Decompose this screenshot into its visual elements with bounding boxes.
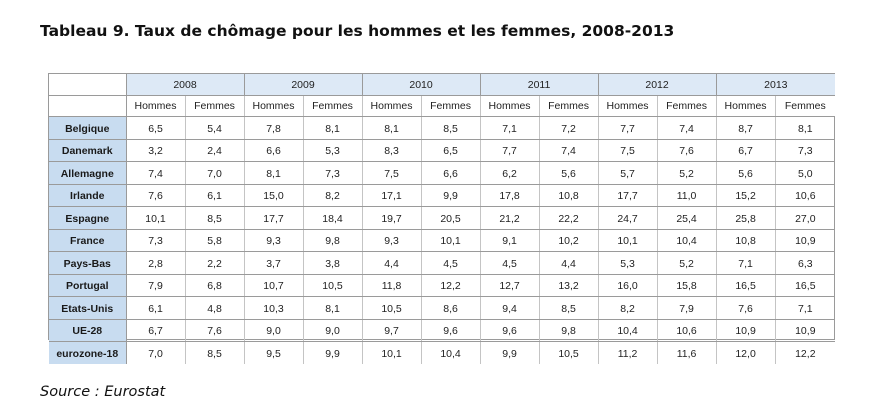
- rate-cell: 7,0: [126, 342, 185, 364]
- rate-cell: 6,6: [244, 139, 303, 162]
- gender-header: Hommes: [244, 96, 303, 117]
- rate-cell: 10,7: [244, 274, 303, 297]
- rate-cell: 10,1: [362, 342, 421, 364]
- rate-cell: 6,7: [126, 319, 185, 342]
- country-label: Allemagne: [49, 162, 126, 185]
- gender-header: Hommes: [598, 96, 657, 117]
- rate-cell: 6,5: [126, 117, 185, 140]
- table-row: [49, 229, 835, 252]
- rate-cell: 8,1: [775, 117, 835, 140]
- rate-cell: 7,1: [480, 117, 539, 140]
- rate-cell: 8,2: [303, 184, 362, 207]
- rate-cell: 6,6: [421, 162, 480, 185]
- rate-cell: 5,7: [598, 162, 657, 185]
- rate-cell: 9,8: [303, 229, 362, 252]
- rate-cell: 12,2: [795, 347, 816, 360]
- table-row: [49, 117, 835, 140]
- country-label: Espagne: [49, 207, 126, 230]
- rate-cell: 6,5: [421, 139, 480, 162]
- rate-cell: 17,7: [244, 207, 303, 230]
- rate-cell: 8,5: [421, 117, 480, 140]
- rate-cell: 5,2: [657, 252, 716, 275]
- table-row: [49, 342, 835, 364]
- rate-cell: 16,5: [775, 274, 835, 297]
- gender-header: Hommes: [126, 96, 185, 117]
- gender-header: Hommes: [716, 96, 775, 117]
- rate-cell: 11,8: [362, 274, 421, 297]
- table-row: [49, 207, 835, 230]
- rate-cell: 20,5: [421, 207, 480, 230]
- rate-cell: 7,0: [185, 162, 244, 185]
- rate-cell: 10,6: [657, 319, 716, 342]
- rate-cell: 8,1: [303, 117, 362, 140]
- unemployment-table: [48, 73, 835, 360]
- rate-cell: 5,3: [598, 252, 657, 275]
- country-label: Portugal: [49, 274, 126, 297]
- rate-cell: 8,5: [539, 297, 598, 320]
- rate-cell: 7,6: [716, 297, 775, 320]
- rate-cell: 11,0: [657, 184, 716, 207]
- rate-cell: 10,1: [126, 207, 185, 230]
- rate-cell: 8,2: [598, 297, 657, 320]
- year-header: 2013: [716, 74, 835, 96]
- rate-cell: 15,2: [716, 184, 775, 207]
- rate-cell: 5,0: [775, 162, 835, 185]
- rate-cell: 10,4: [657, 229, 716, 252]
- rate-cell: 7,1: [716, 252, 775, 275]
- rate-cell: 8,1: [362, 117, 421, 140]
- rate-cell: 9,4: [480, 297, 539, 320]
- rate-cell: 13,2: [539, 274, 598, 297]
- rate-cell: 12,0: [716, 342, 775, 364]
- rate-cell: 7,3: [303, 162, 362, 185]
- rate-cell: 7,7: [598, 117, 657, 140]
- rate-cell: 10,6: [775, 184, 835, 207]
- rate-cell: 8,6: [421, 297, 480, 320]
- rate-cell: 6,8: [185, 274, 244, 297]
- rate-cell: 16,0: [598, 274, 657, 297]
- country-label: Etats-Unis: [49, 297, 126, 320]
- rate-cell: 17,1: [362, 184, 421, 207]
- rate-cell: 10,1: [598, 229, 657, 252]
- rate-cell: 7,7: [480, 139, 539, 162]
- year-header-row: [49, 74, 835, 96]
- rate-cell: 7,6: [126, 184, 185, 207]
- gender-header: Femmes: [421, 96, 480, 117]
- rate-cell: 9,1: [480, 229, 539, 252]
- rate-cell: 9,7: [362, 319, 421, 342]
- rate-cell: 7,9: [126, 274, 185, 297]
- table-row: [49, 319, 835, 342]
- rate-cell: 15,0: [244, 184, 303, 207]
- rate-cell: 7,5: [598, 139, 657, 162]
- rate-cell: 9,9: [303, 342, 362, 364]
- rate-cell: 3,8: [303, 252, 362, 275]
- country-label: Irlande: [49, 184, 126, 207]
- rate-cell: 22,2: [539, 207, 598, 230]
- rate-cell: 9,3: [362, 229, 421, 252]
- rate-cell: 2,2: [185, 252, 244, 275]
- rate-cell: 4,4: [539, 252, 598, 275]
- country-label: eurozone-18: [49, 342, 126, 364]
- rate-cell: 9,6: [421, 319, 480, 342]
- rate-cell: 10,4: [598, 319, 657, 342]
- table-row: [49, 297, 835, 320]
- rate-cell: 7,6: [185, 319, 244, 342]
- source-note: Source : Eurostat: [40, 384, 166, 400]
- rate-cell: 5,4: [185, 117, 244, 140]
- rate-cell: 9,6: [480, 319, 539, 342]
- rate-cell: 5,3: [303, 139, 362, 162]
- table-row: [49, 139, 835, 162]
- rate-cell: 24,7: [598, 207, 657, 230]
- rate-cell: 9,5: [244, 342, 303, 364]
- rate-cell: 6,1: [185, 184, 244, 207]
- rate-cell: 19,7: [362, 207, 421, 230]
- rate-cell: 5,6: [539, 162, 598, 185]
- gender-header: Femmes: [657, 96, 716, 117]
- table-row: [49, 252, 835, 275]
- table-title: Tableau 9. Taux de chômage pour les hommes et les femmes, 2008-2013: [40, 22, 675, 40]
- gender-header: Femmes: [303, 96, 362, 117]
- rate-cell: 25,4: [657, 207, 716, 230]
- rate-cell: 12,7: [480, 274, 539, 297]
- rate-cell: 9,3: [244, 229, 303, 252]
- year-header: 2008: [126, 74, 244, 96]
- rate-cell: 7,2: [539, 117, 598, 140]
- gender-header: Femmes: [775, 96, 835, 117]
- rate-cell: 3,7: [244, 252, 303, 275]
- rate-cell: 6,1: [126, 297, 185, 320]
- rate-cell: 7,4: [657, 117, 716, 140]
- gender-header: Femmes: [539, 96, 598, 117]
- rate-cell: 7,1: [775, 297, 835, 320]
- rate-cell: 8,5: [185, 207, 244, 230]
- rate-cell: 17,8: [480, 184, 539, 207]
- rate-cell: 10,9: [716, 319, 775, 342]
- rate-cell: 7,3: [775, 139, 835, 162]
- year-header: 2011: [480, 74, 598, 96]
- rate-cell: 9,8: [539, 319, 598, 342]
- rate-cell: 4,4: [362, 252, 421, 275]
- rate-cell: 7,3: [126, 229, 185, 252]
- rate-cell: 9,0: [303, 319, 362, 342]
- rate-cell: 10,5: [539, 342, 598, 364]
- rate-cell: 25,8: [716, 207, 775, 230]
- rate-cell: 16,5: [716, 274, 775, 297]
- rate-cell: 4,5: [480, 252, 539, 275]
- rate-cell: 9,9: [480, 342, 539, 364]
- rate-cell: 10,5: [362, 297, 421, 320]
- country-label: Belgique: [49, 117, 126, 140]
- rate-cell: 6,2: [480, 162, 539, 185]
- rate-cell: 7,6: [657, 139, 716, 162]
- rate-cell: 4,5: [421, 252, 480, 275]
- gender-header: Femmes: [185, 96, 244, 117]
- rate-cell: 10,1: [421, 229, 480, 252]
- table-row: [49, 184, 835, 207]
- country-label: Danemark: [49, 139, 126, 162]
- rate-cell: 2,4: [185, 139, 244, 162]
- rate-cell: 11,2: [598, 342, 657, 364]
- rate-cell: 8,1: [244, 162, 303, 185]
- rate-cell: 8,1: [303, 297, 362, 320]
- table-row: [49, 162, 835, 185]
- corner-cell: [49, 74, 126, 96]
- rate-cell: 27,0: [775, 207, 835, 230]
- country-label: France: [49, 229, 126, 252]
- rate-cell: 10,8: [716, 229, 775, 252]
- rate-cell: 18,4: [303, 207, 362, 230]
- rate-cell: 2,8: [126, 252, 185, 275]
- rate-cell: 7,5: [362, 162, 421, 185]
- rate-cell: 21,2: [480, 207, 539, 230]
- rate-cell: 7,4: [126, 162, 185, 185]
- country-label: UE-28: [49, 319, 126, 342]
- rate-cell: 11,6: [657, 342, 716, 364]
- rate-cell: 10,5: [303, 274, 362, 297]
- rate-cell: 17,7: [598, 184, 657, 207]
- rate-cell: 10,9: [775, 229, 835, 252]
- rate-cell: 12,2: [421, 274, 480, 297]
- rate-cell: 10,9: [775, 319, 835, 342]
- year-header: 2012: [598, 74, 716, 96]
- rate-cell: 7,8: [244, 117, 303, 140]
- rate-cell: 10,2: [539, 229, 598, 252]
- rate-cell: 10,8: [539, 184, 598, 207]
- gender-header: Hommes: [362, 96, 421, 117]
- rate-cell: 8,5: [185, 342, 244, 364]
- rate-cell: 10,4: [421, 342, 480, 364]
- country-label: Pays-Bas: [49, 252, 126, 275]
- rate-cell: 3,2: [126, 139, 185, 162]
- rate-cell: 9,0: [244, 319, 303, 342]
- gender-header-row: [49, 96, 835, 117]
- rate-cell: 8,7: [716, 117, 775, 140]
- rate-cell: 5,8: [185, 229, 244, 252]
- corner-cell: [49, 96, 126, 117]
- rate-cell: 8,3: [362, 139, 421, 162]
- rate-cell: 10,3: [244, 297, 303, 320]
- year-header: 2010: [362, 74, 480, 96]
- gender-header: Hommes: [480, 96, 539, 117]
- rate-cell: 6,3: [775, 252, 835, 275]
- rate-cell: 4,8: [185, 297, 244, 320]
- rate-cell: 9,9: [421, 184, 480, 207]
- rate-cell: 6,7: [716, 139, 775, 162]
- rate-cell: 5,6: [716, 162, 775, 185]
- rate-cell: 7,9: [657, 297, 716, 320]
- rate-cell: 7,4: [539, 139, 598, 162]
- data-table: [49, 74, 835, 364]
- rate-cell: 15,8: [657, 274, 716, 297]
- year-header: 2009: [244, 74, 362, 96]
- table-row: [49, 274, 835, 297]
- rate-cell: 5,2: [657, 162, 716, 185]
